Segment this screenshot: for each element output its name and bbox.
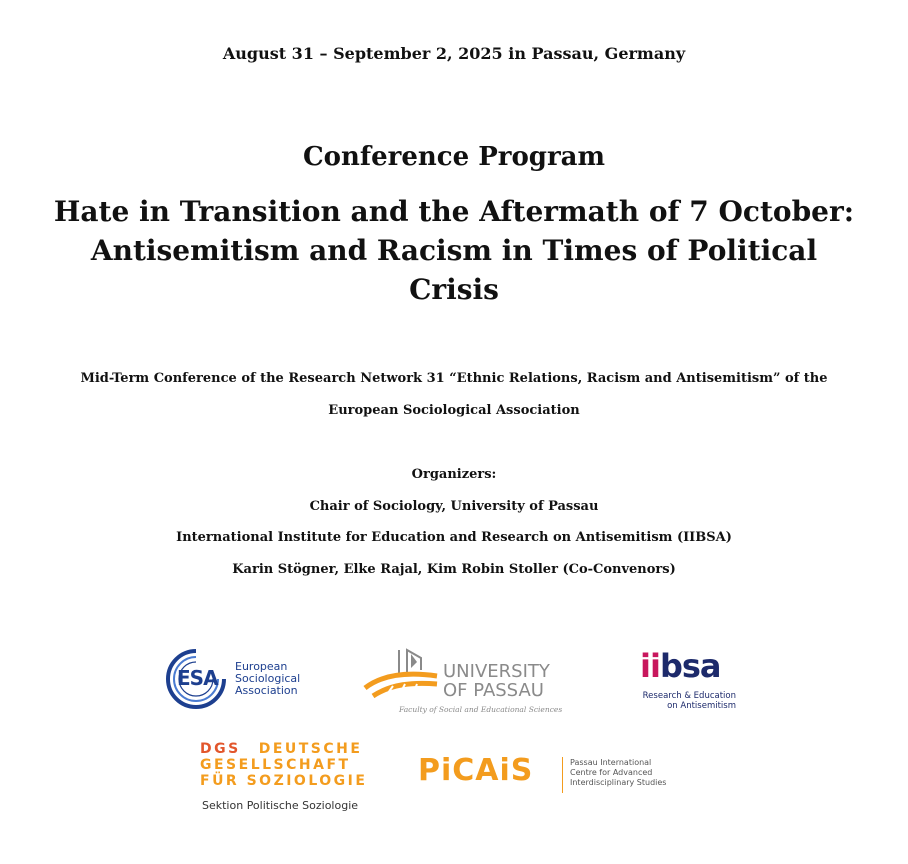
dgs-line-2: GESELLSCHAFT: [200, 757, 351, 773]
conference-date: August 31 – September 2, 2025 in Passau, Germany: [222, 44, 686, 63]
passau-caption: Faculty of Social and Educational Sciences: [399, 705, 563, 714]
passau-line-1: UNIVERSITY: [443, 661, 550, 682]
esa-logo: [163, 646, 303, 712]
title-line-1: Hate in Transition and the Aftermath of 7 October:: [53, 195, 855, 228]
university-passau-logo: [363, 648, 563, 718]
organizer-item: Karin Stögner, Elke Rajal, Kim Robin Stoller (Co-Convenors): [232, 562, 676, 577]
esa-line-2: Sociological: [235, 672, 301, 685]
dgs-logo: [200, 741, 370, 817]
iibsa-mark-i: ii: [640, 647, 660, 685]
iibsa-line-1: Research & Education: [642, 691, 736, 701]
dgs-abbr: DGS: [200, 741, 241, 757]
passau-line-2: OF PASSAU: [443, 680, 544, 701]
esa-line-3: Association: [235, 684, 298, 697]
picais-line-3: Interdisciplinary Studies: [570, 778, 667, 787]
picais-logo: [418, 755, 678, 799]
picais-line-1: Passau International: [570, 758, 652, 767]
picais-mark: PiCAiS: [418, 753, 534, 788]
iibsa-logo: [636, 649, 736, 715]
iibsa-line-2: on Antisemitism: [667, 701, 736, 711]
iibsa-mark-rest: bsa: [659, 647, 721, 685]
conference-description-line-2: European Sociological Association: [328, 403, 580, 418]
passau-emblem-icon: [363, 648, 441, 700]
esa-line-1: European: [235, 660, 288, 673]
picais-line-2: Centre for Advanced: [570, 768, 653, 777]
title-line-3: Crisis: [409, 273, 499, 306]
dgs-line-1: DEUTSCHE: [258, 741, 363, 757]
dgs-section: Sektion Politische Soziologie: [202, 799, 359, 812]
organizer-item: International Institute for Education and Research on Antisemitism (IIBSA): [176, 530, 732, 545]
program-label: Conference Program: [302, 142, 606, 172]
esa-mark: ESA: [177, 666, 218, 690]
organizers-heading: Organizers:: [411, 467, 497, 482]
organizer-item: Chair of Sociology, University of Passau: [309, 499, 599, 514]
conference-description-line-1: Mid-Term Conference of the Research Network 31 “Ethnic Relations, Racism and Antisemitism” of the: [80, 371, 828, 386]
conference-title: [0, 192, 908, 309]
dgs-line-3: FÜR SOZIOLOGIE: [200, 773, 368, 789]
title-line-2: Antisemitism and Racism in Times of Political: [90, 234, 818, 267]
picais-divider: [562, 757, 563, 793]
